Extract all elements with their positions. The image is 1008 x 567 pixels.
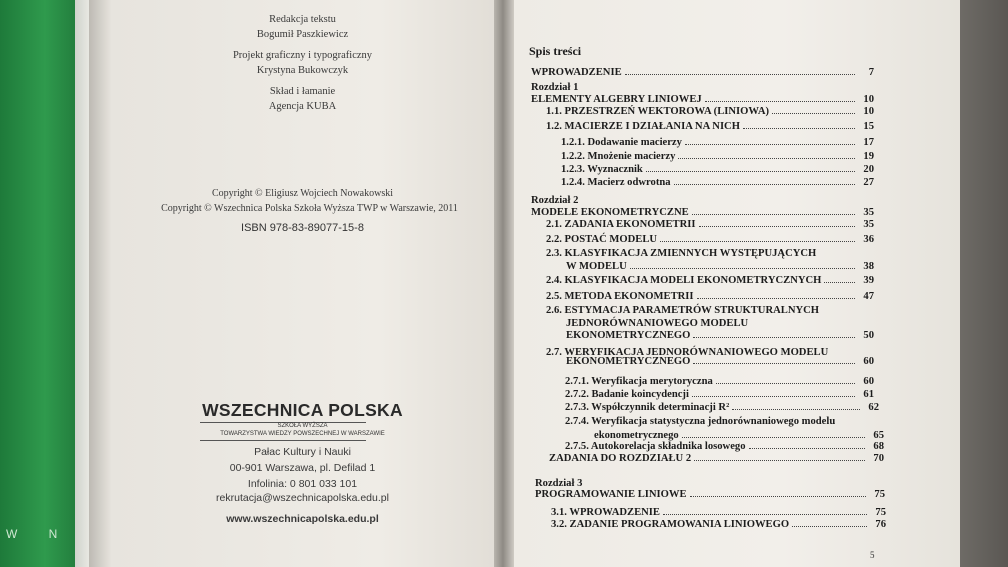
toc-label: W MODELU [566,261,627,272]
toc-label: 2.2. POSTAĆ MODELU [546,234,658,245]
toc-label: ekonometrycznego [594,430,679,441]
toc-page: 38 [863,261,874,272]
design-name: Krystyna Bukowczyk [256,65,349,76]
toc-label: PROGRAMOWANIE LINIOWE [535,489,687,500]
toc-page: 20 [863,164,874,175]
chapter-tag: Rozdział 3 [535,478,583,489]
chapter-title [535,488,885,500]
leader-dots [743,128,855,129]
chapter-title [531,206,874,218]
leader-dots [663,514,867,515]
toc-label: 1.2.1. Dodawanie macierzy [561,137,682,148]
toc-label: 2.7.4. Weryfikacja statystyczna jednorównaniowego modelu [565,416,836,427]
leader-dots [749,448,865,449]
chapter-tag: Rozdział 1 [531,82,579,93]
website: www.wszechnicapolska.edu.pl [226,513,379,525]
leader-dots [690,496,866,497]
leader-dots [646,171,855,172]
toc-label: 2.4. KLASYFIKACJA MODELI EKONOMETRYCZNYCH [546,275,822,286]
toc-label: 1.2.3. Wyznacznik [561,164,643,175]
typeset-role: Skład i łamanie [269,86,336,97]
leader-dots [692,396,855,397]
editor-name: Bogumił Paszkiewicz [256,29,349,40]
leader-dots [732,409,860,410]
toc-label: 2.1. ZADANIA EKONOMETRII [546,219,696,230]
leader-dots [699,226,855,227]
background-surface [960,0,1008,567]
toc-page: 75 [875,507,886,518]
toc-page: 39 [863,275,874,286]
toc-label: 1.2. MACIERZE I DZIAŁANIA NA NICH [546,121,740,132]
cover-edge-text: W N [6,527,72,541]
toc-entry [561,163,874,175]
chapter-tag: Rozdział 2 [531,195,579,206]
copyright-publisher: Copyright © Wszechnica Polska Szkoła Wyższa TWP w Warszawie, 2011 [161,203,458,214]
toc-label: 2.7.5. Autokorelacja składnika losowego [565,441,746,452]
toc-label: 2.3. KLASYFIKACJA ZMIENNYCH WYSTĘPUJĄCYCH [546,248,817,259]
address-line2: 00-901 Warszawa, pl. Defilad 1 [229,462,376,474]
toc-entry [551,518,886,530]
leader-dots [674,184,855,185]
toc-page: 62 [868,402,879,413]
toc-label: 2.7.1. Weryfikacja merytoryczna [565,376,713,387]
chapter-title [531,93,874,105]
toc-label: WPROWADZENIE [531,67,622,78]
leader-dots [705,101,855,102]
page-number: 5 [870,550,875,560]
toc-heading: Spis treści [529,44,582,58]
toc-page: 35 [863,207,874,218]
toc-entry [561,150,874,162]
toc-page: 10 [863,94,874,105]
toc-label: JEDNORÓWNANIOWEGO MODELU [566,318,749,329]
toc-entry [565,440,884,452]
toc-entry [561,136,874,148]
toc-page: 10 [863,106,874,117]
publisher-logo-name: WSZECHNICA POLSKA [202,400,403,420]
toc-entry [561,176,874,188]
leader-dots [716,383,855,384]
publisher-logo-sub1: SZKOŁA WYŻSZA [277,423,328,429]
toc-page: 61 [863,389,874,400]
page-stack-shadow [89,0,111,567]
toc-entry [566,329,874,341]
leader-dots [772,113,855,114]
toc-entry [565,375,874,387]
toc-page: 36 [863,234,874,245]
toc-label: 2.5. METODA EKONOMETRII [546,291,694,302]
toc-page: 60 [863,376,874,387]
toc-page: 50 [863,330,874,341]
toc-entry [546,233,874,245]
address-line1: Pałac Kultury i Nauki [254,446,351,458]
toc-entry [546,274,874,286]
toc-page: 27 [863,177,874,188]
toc-label: MODELE EKONOMETRYCZNE [531,207,689,218]
toc-label: 1.2.4. Macierz odwrotna [561,177,671,188]
toc-page: 35 [863,219,874,230]
toc-page: 70 [873,453,884,464]
toc-label: ZADANIA DO ROZDZIAŁU 2 [549,453,692,464]
toc-page: 75 [874,489,885,500]
toc-page: 68 [873,441,884,452]
toc-entry [546,120,874,132]
toc-entry [566,260,874,272]
toc-label: 1.2.2. Mnożenie macierzy [561,151,676,162]
toc-entry [551,506,886,518]
toc-label: EKONOMETRYCZNEGO [566,356,691,367]
design-role: Projekt graficzny i typograficzny [232,50,373,61]
cover-inner-strip [75,0,89,567]
leader-dots [692,214,855,215]
toc-entry [565,401,879,413]
leader-dots [693,337,855,338]
leader-dots [678,158,855,159]
toc-page: 15 [863,121,874,132]
copyright-author: Copyright © Eligiusz Wojciech Nowakowski [211,188,394,199]
toc-entry [546,290,874,302]
email: rekrutacja@wszechnicapolska.edu.pl [216,492,389,504]
toc-page: 19 [863,151,874,162]
leader-dots [625,74,855,75]
toc-label: 1.1. PRZESTRZEŃ WEKTOROWA (LINIOWA) [546,106,770,117]
infoline: Infolinia: 0 801 033 101 [247,478,358,490]
leader-dots [630,268,855,269]
toc-label: ELEMENTY ALGEBRY LINIOWEJ [531,94,702,105]
toc-entry [546,105,874,117]
toc-entry [549,452,884,464]
leader-dots [697,298,855,299]
toc-page: 7 [868,67,874,78]
toc-label: 3.2. ZADANIE PROGRAMOWANIA LINIOWEGO [551,519,790,530]
leader-dots [685,144,855,145]
green-cover [0,0,75,567]
toc-page: 76 [875,519,886,530]
typeset-name: Agencja KUBA [268,101,337,112]
isbn: ISBN 978-83-89077-15-8 [241,222,364,234]
leader-dots [792,526,867,527]
toc-label: 2.7.3. Współczynnik determinacji R² [565,402,730,413]
leader-dots [694,460,865,461]
toc-label: 3.1. WPROWADZENIE [551,507,660,518]
toc-entry-intro [531,66,874,78]
leader-dots [693,363,855,364]
toc-label: 2.7.2. Badanie koincydencji [565,389,689,400]
leader-dots [824,282,855,283]
toc-entry [546,218,874,230]
toc-page: 60 [863,356,874,367]
toc-label: EKONOMETRYCZNEGO [566,330,691,341]
logo-rule-bottom [200,440,366,441]
book-gutter [494,0,514,567]
editor-role: Redakcja tekstu [269,14,336,25]
toc-page: 65 [873,430,884,441]
toc-entry [565,388,874,400]
toc-page: 17 [863,137,874,148]
leader-dots [682,437,865,438]
leader-dots [660,241,855,242]
toc-label: 2.6. ESTYMACJA PARAMETRÓW STRUKTURALNYCH [546,305,820,316]
toc-page: 47 [863,291,874,302]
publisher-logo-sub2: TOWARZYSTWA WIEDZY POWSZECHNEJ W WARSZAWIE [220,431,385,437]
toc-label: 2.7. WERYFIKACJA JEDNORÓWNANIOWEGO MODELU [546,347,829,358]
toc-entry [566,355,874,367]
